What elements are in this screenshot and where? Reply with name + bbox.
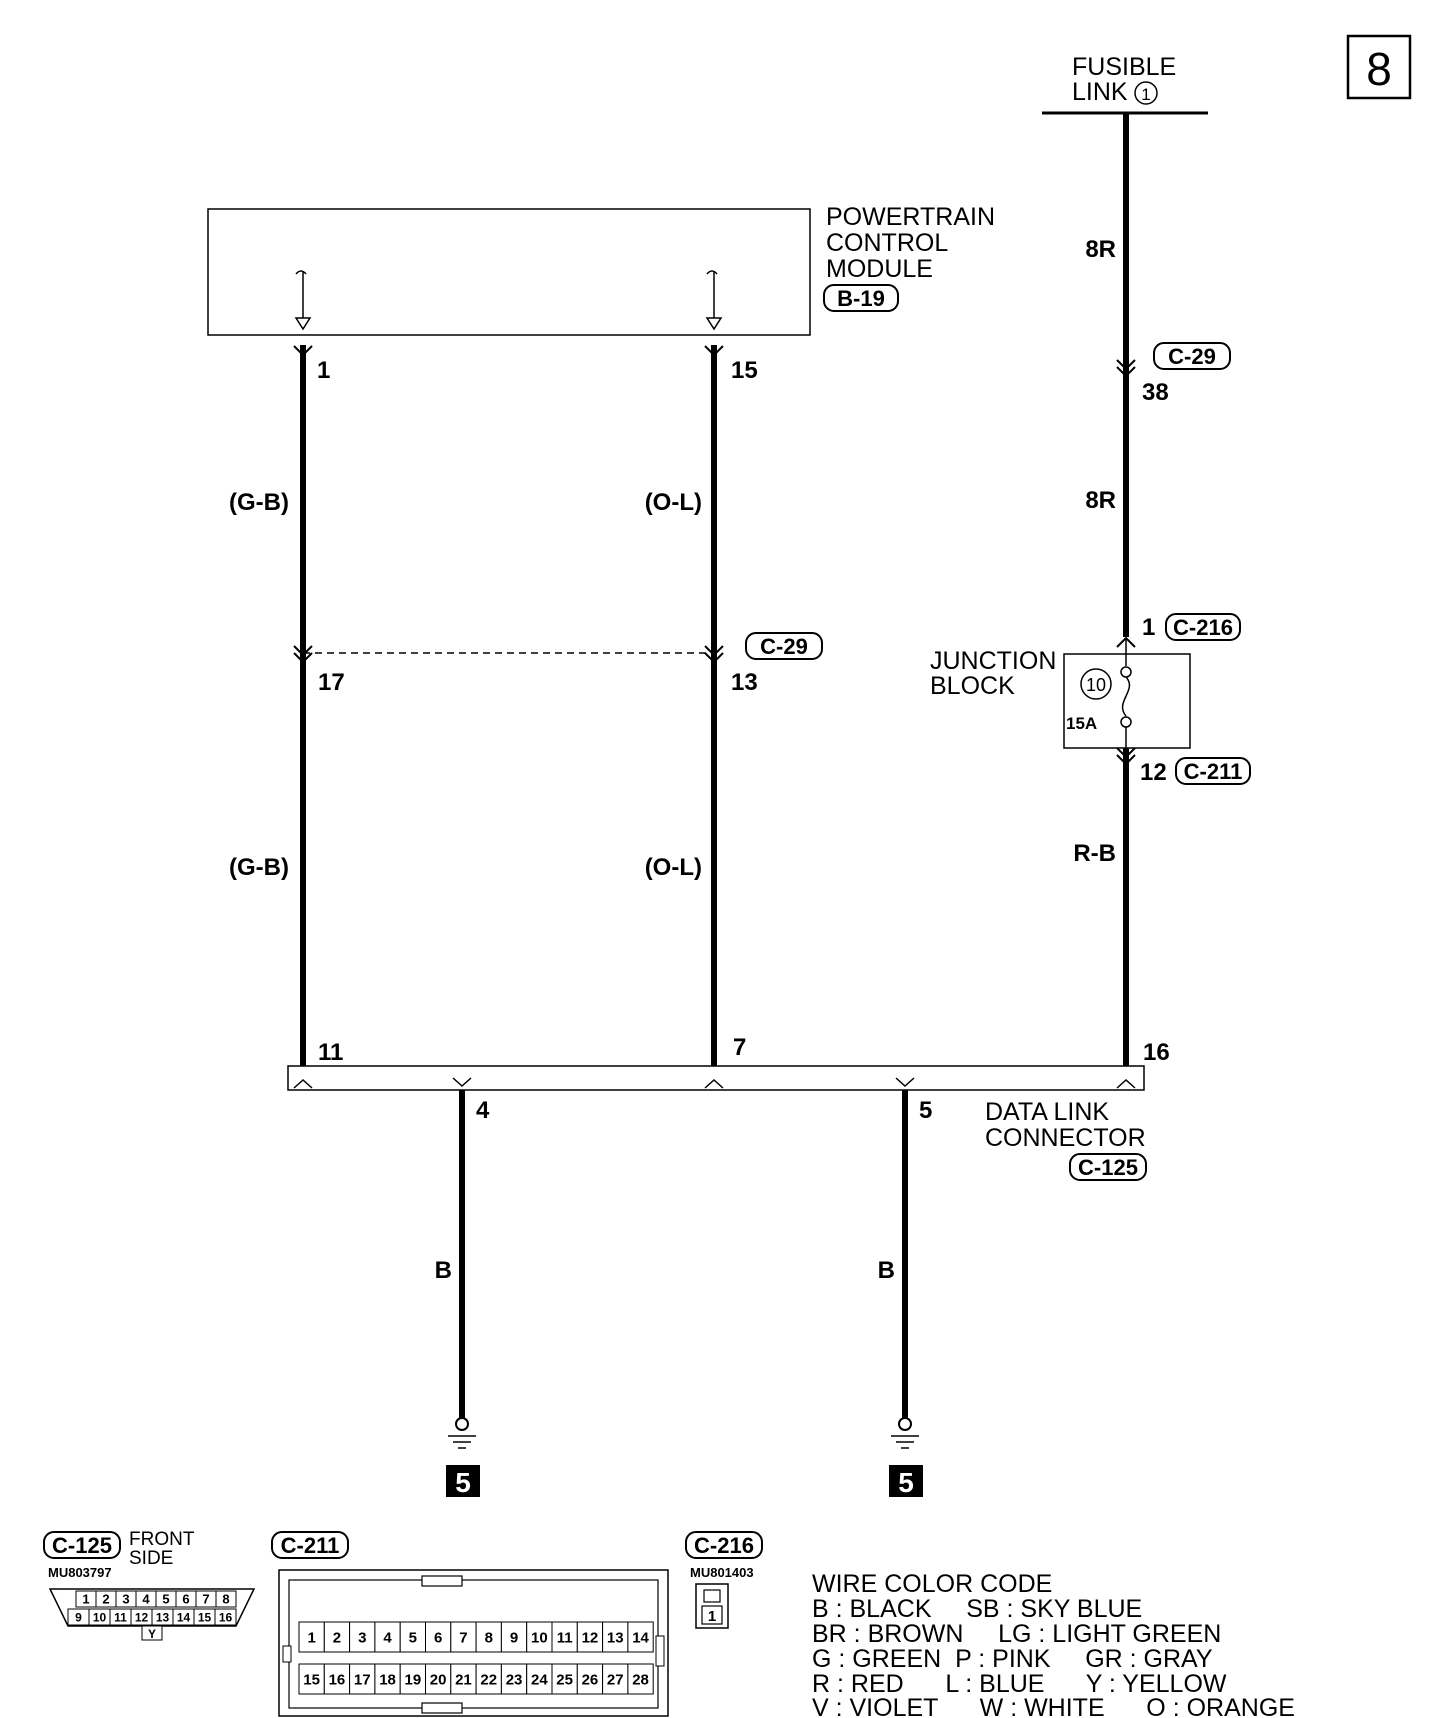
color-code-line-5: V : VIOLET W : WHITE O : ORANGE <box>812 1694 1295 1718</box>
c211-pin: 24 <box>531 1671 548 1689</box>
c125-pin: 14 <box>176 1610 191 1625</box>
legend-c125-side-1: FRONT <box>129 1529 195 1550</box>
legend-c125-row1 <box>76 1591 236 1607</box>
wire-label-b-left: B <box>434 1257 452 1284</box>
legend-c125-tag: C-125 <box>52 1533 112 1558</box>
c125-pin: 9 <box>75 1610 82 1625</box>
c125-pin: 3 <box>122 1591 130 1607</box>
c211-pin: 9 <box>509 1629 519 1647</box>
ground-left-number: 5 <box>455 1467 471 1498</box>
c125-pin: 2 <box>102 1591 110 1607</box>
legend-c216-pin: 1 <box>707 1608 717 1625</box>
wire-label-rb: R-B <box>1073 840 1116 867</box>
c125-pin: 1 <box>82 1591 90 1607</box>
c211-pin: 6 <box>433 1629 443 1647</box>
c125-pin: 13 <box>155 1610 170 1625</box>
c211-pin: 2 <box>332 1629 342 1647</box>
c211-pin: 7 <box>459 1629 468 1647</box>
fusible-link <box>1042 53 1208 113</box>
c211-pin: 12 <box>581 1629 599 1647</box>
junction-block <box>930 614 1250 786</box>
c125-pin: 8 <box>222 1591 230 1607</box>
legend-c125-part: MU803797 <box>48 1565 112 1580</box>
c211-tag-text: C-211 <box>1183 759 1243 784</box>
wire-label-8r-mid: 8R <box>1085 487 1116 514</box>
jb-pin-out: 12 <box>1140 759 1167 786</box>
c211-pin: 4 <box>383 1629 392 1647</box>
c211-pin: 10 <box>531 1629 548 1647</box>
pin-5: 5 <box>919 1097 933 1124</box>
junction-block-label-1: JUNCTION <box>930 647 1057 675</box>
c211-pin: 1 <box>307 1629 316 1647</box>
c211-pin: 14 <box>632 1629 649 1647</box>
fuse-number: 10 <box>1085 675 1107 695</box>
ground-right <box>889 1418 923 1498</box>
fusible-link-label-1: FUSIBLE <box>1072 53 1177 81</box>
pin-17: 17 <box>318 669 345 696</box>
c211-pin: 16 <box>328 1671 346 1689</box>
powertrain-control-module <box>208 203 995 335</box>
color-code-line-4: R : RED L : BLUE Y : YELLOW <box>812 1670 1227 1698</box>
c211-pin: 21 <box>455 1671 472 1689</box>
pin-38: 38 <box>1142 379 1169 406</box>
color-code-line-1: B : BLACK SB : SKY BLUE <box>812 1595 1143 1623</box>
c211-pin: 18 <box>379 1671 396 1689</box>
wire-color-code <box>812 1570 1295 1718</box>
c211-pin: 26 <box>581 1671 599 1689</box>
wire-label-b-right: B <box>877 1257 895 1284</box>
legend-c125-side-2: SIDE <box>129 1548 174 1569</box>
fusible-link-label-2: LINK <box>1072 78 1128 106</box>
wire-label-ol-bottom: (O-L) <box>644 854 702 881</box>
c216-tag-text: C-216 <box>1173 615 1233 640</box>
wire-label-8r-top: 8R <box>1085 236 1116 263</box>
c29-right-text: C-29 <box>1168 344 1216 369</box>
pcm-connector-tag: B-19 <box>837 286 885 311</box>
legend-c216 <box>686 1532 762 1628</box>
junction-block-label-2: BLOCK <box>930 672 1015 700</box>
ground-left <box>446 1418 480 1498</box>
pcm-label-2: CONTROL <box>826 229 949 257</box>
page-number-box <box>1348 36 1410 98</box>
wire-label-gb-top: (G-B) <box>229 489 289 516</box>
c211-pin: 11 <box>556 1629 573 1647</box>
ground-right-number: 5 <box>898 1467 914 1498</box>
page-number: 8 <box>1366 43 1392 95</box>
c211-pin: 8 <box>484 1629 493 1647</box>
c125-pin: 7 <box>202 1591 210 1607</box>
pin-15: 15 <box>731 357 758 384</box>
connector-tag-c29-mid <box>746 633 822 659</box>
c125-pin: 11 <box>114 1610 127 1625</box>
pin-7: 7 <box>733 1034 747 1061</box>
c211-pin: 3 <box>358 1629 367 1647</box>
c211-pin: 25 <box>556 1671 573 1689</box>
c211-pin: 28 <box>632 1671 649 1689</box>
c211-pin: 19 <box>404 1671 422 1689</box>
connector-tag-c29-right <box>1154 343 1230 369</box>
pcm-terminal-15-symbol <box>707 271 721 329</box>
c125-pin: 4 <box>142 1591 150 1607</box>
pcm-terminal-1-symbol <box>296 271 310 329</box>
legend-c125-key: Y <box>147 1627 157 1641</box>
c211-pin: 13 <box>606 1629 624 1647</box>
pin-16: 16 <box>1143 1039 1170 1066</box>
c125-pin: 12 <box>134 1610 149 1625</box>
data-link-connector <box>288 1066 1146 1180</box>
c29-mid-text: C-29 <box>760 634 808 659</box>
legend-c216-part: MU801403 <box>690 1565 754 1580</box>
legend-c211-row2 <box>299 1664 653 1694</box>
pcm-label-3: MODULE <box>826 255 933 283</box>
pin-4: 4 <box>476 1097 490 1124</box>
legend-c125 <box>44 1529 254 1641</box>
legend-c211-tag: C-211 <box>280 1533 340 1558</box>
c211-pin: 27 <box>606 1671 624 1689</box>
fuse-rating: 15A <box>1066 714 1098 733</box>
color-code-line-3: G : GREEN P : PINK GR : GRAY <box>812 1645 1213 1673</box>
legend-c211 <box>272 1532 668 1716</box>
color-code-title: WIRE COLOR CODE <box>812 1570 1053 1598</box>
dlc-connector-tag: C-125 <box>1078 1155 1138 1180</box>
fusible-link-number: 1 <box>1141 85 1151 104</box>
c211-pin: 15 <box>303 1671 320 1689</box>
wire-label-ol-top: (O-L) <box>644 489 702 516</box>
pin-1: 1 <box>317 357 331 384</box>
c211-pin: 5 <box>408 1629 418 1647</box>
c125-pin: 10 <box>92 1610 107 1625</box>
legend-c211-row1 <box>299 1622 653 1652</box>
c211-pin: 22 <box>480 1671 498 1689</box>
c211-pin: 17 <box>353 1671 371 1689</box>
pin-13: 13 <box>731 669 758 696</box>
legend-c216-tag: C-216 <box>694 1533 754 1558</box>
pin-11: 11 <box>318 1039 344 1066</box>
legend-c125-row2 <box>68 1609 236 1625</box>
c125-pin: 16 <box>218 1610 233 1625</box>
pcm-label-1: POWERTRAIN <box>826 203 995 231</box>
c211-pin: 20 <box>429 1671 447 1689</box>
c125-pin: 6 <box>182 1591 190 1607</box>
c125-pin: 15 <box>197 1610 212 1625</box>
dlc-label-1: DATA LINK <box>985 1098 1110 1126</box>
c125-pin: 5 <box>162 1591 170 1607</box>
color-code-line-2: BR : BROWN LG : LIGHT GREEN <box>812 1620 1222 1648</box>
dlc-label-2: CONNECTOR <box>985 1124 1146 1152</box>
c211-pin: 23 <box>505 1671 523 1689</box>
jb-pin-in: 1 <box>1142 614 1156 641</box>
wire-label-gb-bottom: (G-B) <box>229 854 289 881</box>
